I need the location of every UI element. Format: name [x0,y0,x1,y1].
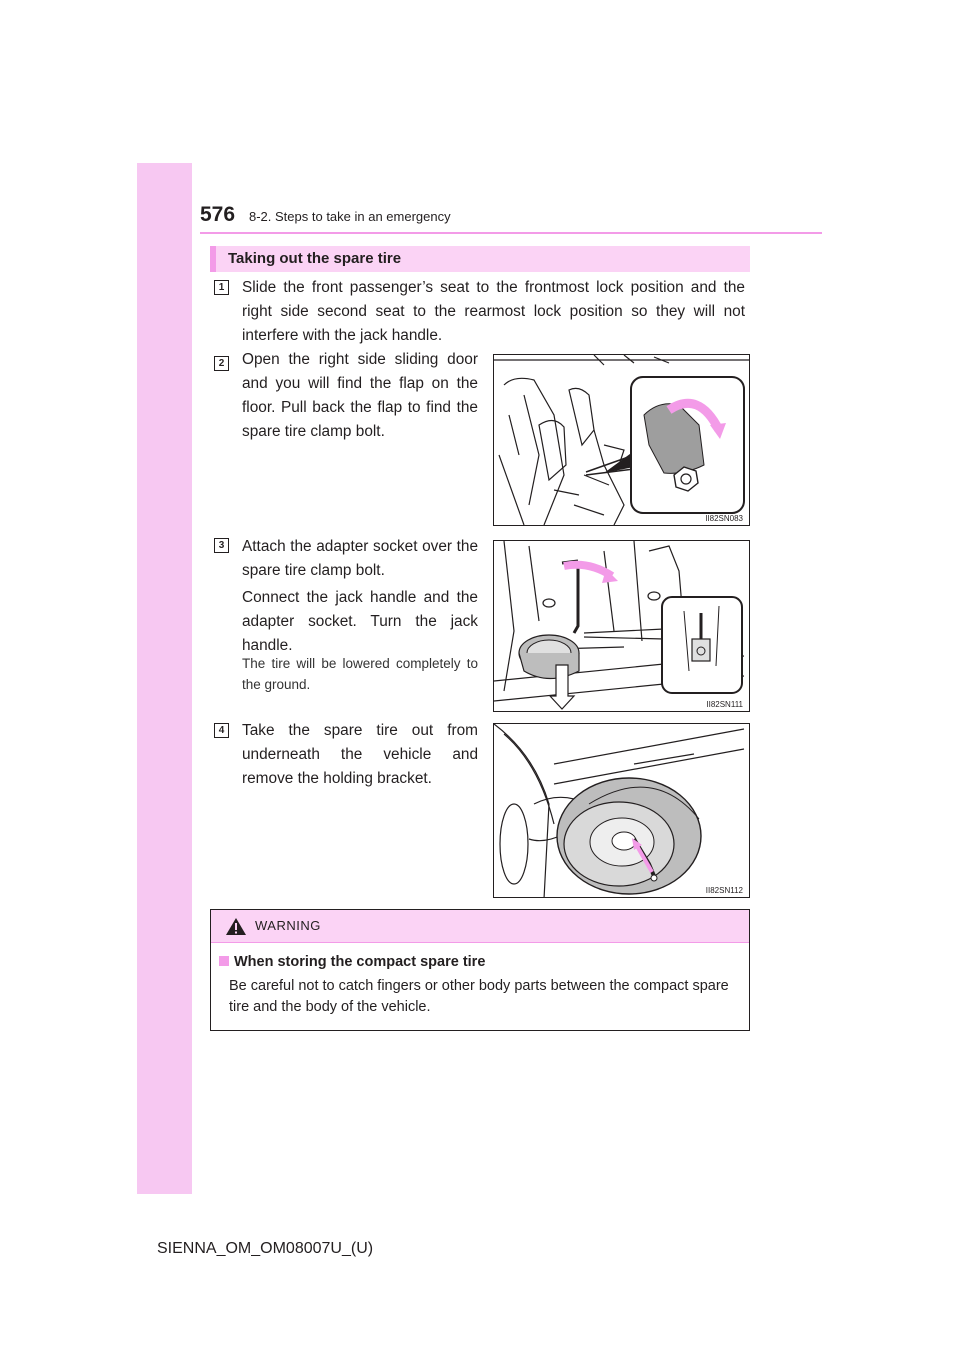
warning-title-row [219,954,485,970]
step-4-text: Take the spare tire out from underneath the vehicle and remove the holding bracket. [242,722,478,787]
step-1-text: Slide the front passenger’s seat to the frontmost lock position and the right side second seat to the rearmost lock position so they will not interfere with the jack handle. [242,279,745,344]
warning-triangle-icon [225,917,247,936]
step-number-4: 4 [214,723,229,738]
warning-header [211,910,749,943]
figure-code: II82SN111 [706,700,743,709]
figure-floor-flap [493,354,750,526]
figure-spare-tire [493,723,750,898]
step-2-text: Open the right side sliding door and you will find the flap on the floor. Pull back the flap to find the spare tire clamp bolt. [242,351,478,440]
header-rule [200,232,822,234]
step-number-2: 2 [214,356,229,371]
section-title: Taking out the spare tire [228,250,402,267]
floor-flap-illustration [494,355,750,526]
warning-title: When storing the compact spare tire [234,954,486,970]
page-number: 576 [200,203,236,226]
warning-text: Be careful not to catch fingers or other body parts between the compact spare tire and the body of the vehicle. [229,978,729,1015]
step-number-3: 3 [214,538,229,553]
figure-code: II82SN112 [705,886,743,895]
step-3-text-2: Connect the jack handle and the adapter socket. Turn the jack handle. [242,589,478,654]
bullet-square-icon [219,956,229,966]
footer-doc-id: SIENNA_OM_OM08007U_(U) [157,1240,374,1257]
section-header [210,246,750,272]
figure-code: II82SN083 [705,514,743,523]
spare-tire-illustration [494,724,750,898]
step-3-note: The tire will be lowered completely to the ground. [242,656,478,692]
chapter-title: 8-2. Steps to take in an emergency [249,209,451,224]
warning-box [210,909,750,1031]
jack-handle-illustration [494,541,750,712]
figure-jack-handle [493,540,750,712]
step-3-text: Attach the adapter socket over the spare tire clamp bolt. [242,538,478,579]
warning-label: WARNING [255,918,321,933]
step-number-1: 1 [214,280,229,295]
side-band [137,163,192,1194]
